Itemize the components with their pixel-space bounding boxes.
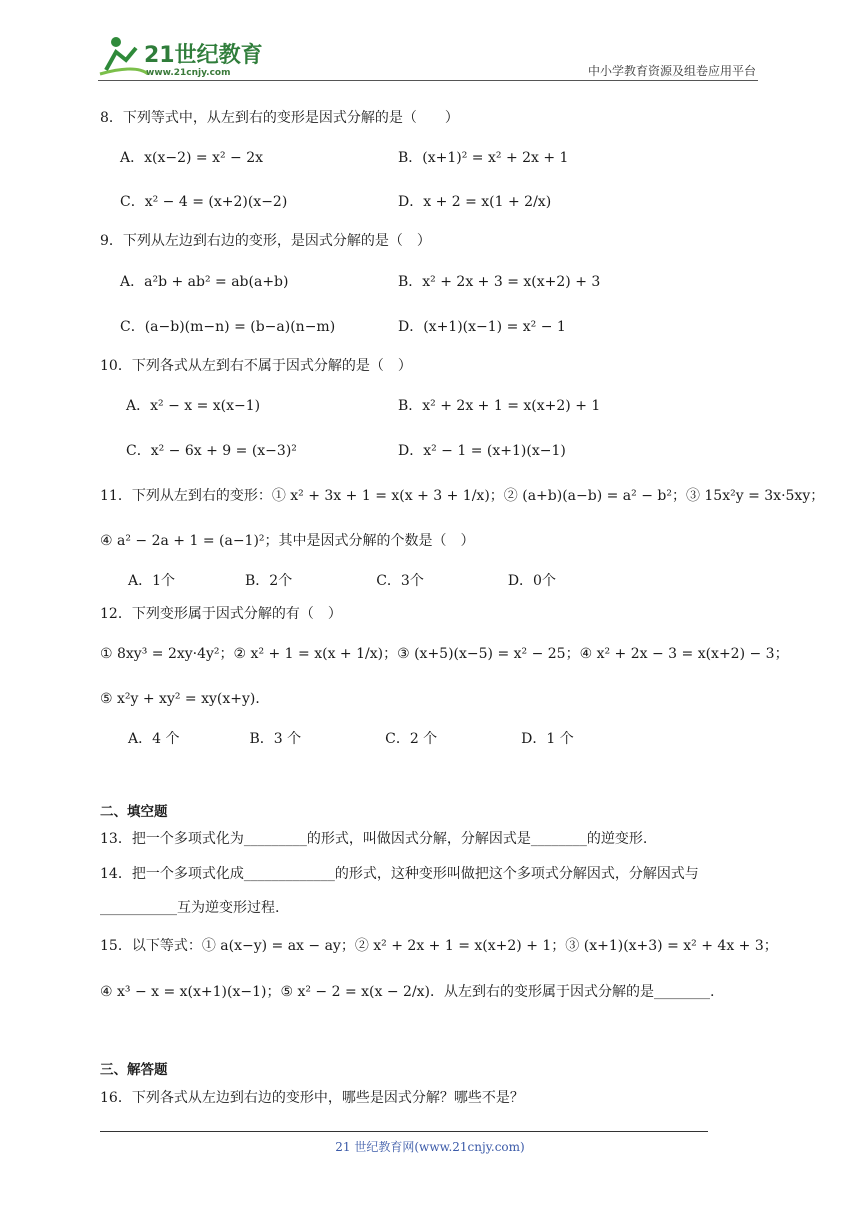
line-q10b: B．x² + 2x + 1 = x(x+2) + 1	[398, 398, 601, 414]
line-q8d: D．x + 2 = x(1 + 2/x)	[398, 194, 552, 210]
line-q9: 9．下列从左边到右边的变形，是因式分解的是（ ）	[100, 233, 431, 249]
line-q10c: C．x² − 6x + 9 = (x−3)²	[126, 443, 297, 459]
line-q13: 13．把一个多项式化为_________的形式，叫做因式分解，分解因式是________的逆变形.	[100, 831, 648, 847]
logo-text: 21世纪教育	[144, 43, 263, 68]
footer-divider	[100, 1131, 708, 1132]
line-q8b: B．(x+1)² = x² + 2x + 1	[398, 150, 569, 166]
line-q10a: A．x² − x = x(x−1)	[126, 398, 261, 414]
footer-text: 21 世纪教育网(www.21cnjy.com)	[335, 1140, 525, 1154]
line-q9a: A．a²b + ab² = ab(a+b)	[120, 274, 289, 290]
logo-url: www.21cnjy.com	[146, 68, 231, 78]
line-q9c: C．(a−b)(m−n) = (b−a)(n−m)	[120, 319, 336, 335]
line-q11b: ④ a² − 2a + 1 = (a−1)²；其中是因式分解的个数是（ ）	[100, 533, 475, 549]
line-q15: 15．以下等式：① a(x−y) = ax − ay；② x² + 2x + 1 = x(x+2) + 1；③ (x+1)(x+3) = x² + 4x + 3；	[100, 938, 778, 954]
header-platform-text: 中小学教育资源及组卷应用平台	[587, 64, 756, 78]
line-q10: 10．下列各式从左到右不属于因式分解的是（ ）	[100, 358, 412, 374]
line-sec3: 三、解答题	[100, 1062, 168, 1078]
line-q9d: D．(x+1)(x−1) = x² − 1	[398, 319, 566, 335]
header-divider	[98, 80, 758, 81]
line-q10d: D．x² − 1 = (x+1)(x−1)	[398, 443, 566, 459]
line-q8a: A．x(x−2) = x² − 2x	[120, 150, 264, 166]
line-q14: 14．把一个多项式化成_____________的形式，这种变形叫做把这个多项式分解因式，分解因式与	[100, 866, 699, 882]
line-q11opts: A．1个 B．2个 C．3个 D．0个	[128, 573, 556, 589]
line-q8: 8．下列等式中，从左到右的变形是因式分解的是（ ）	[100, 110, 459, 126]
line-q12b: ① 8xy³ = 2xy·4y²；② x² + 1 = x(x + 1/x)；③ (x+5)(x−5) = x² − 25；④ x² + 2x − 3 = x(x+2) − 3；	[100, 646, 789, 662]
line-sec2: 二、填空题	[100, 804, 168, 820]
site-logo	[96, 34, 266, 80]
line-q12: 12．下列变形属于因式分解的有（ ）	[100, 606, 342, 622]
line-q16: 16．下列各式从左边到右边的变形中，哪些是因式分解？哪些不是？	[100, 1090, 524, 1106]
line-q12c: ⑤ x²y + xy² = xy(x+y)．	[100, 691, 270, 707]
line-q9b: B．x² + 2x + 3 = x(x+2) + 3	[398, 274, 601, 290]
line-q14b: ___________互为逆变形过程.	[100, 900, 280, 916]
line-q8c: C．x² − 4 = (x+2)(x−2)	[120, 194, 288, 210]
runner-logo-icon	[96, 34, 266, 80]
line-q12opts: A．4 个 B．3 个 C．2 个 D．1 个	[128, 731, 574, 747]
line-q11: 11．下列从左到右的变形：① x² + 3x + 1 = x(x + 3 + 1/x)；② (a+b)(a−b) = a² − b²；③ 15x²y = 3x·5xy；	[100, 488, 825, 504]
line-q15b: ④ x³ − x = x(x+1)(x−1)；⑤ x² − 2 = x(x − 2/x)．从左到右的变形属于因式分解的是________.	[100, 984, 715, 1000]
